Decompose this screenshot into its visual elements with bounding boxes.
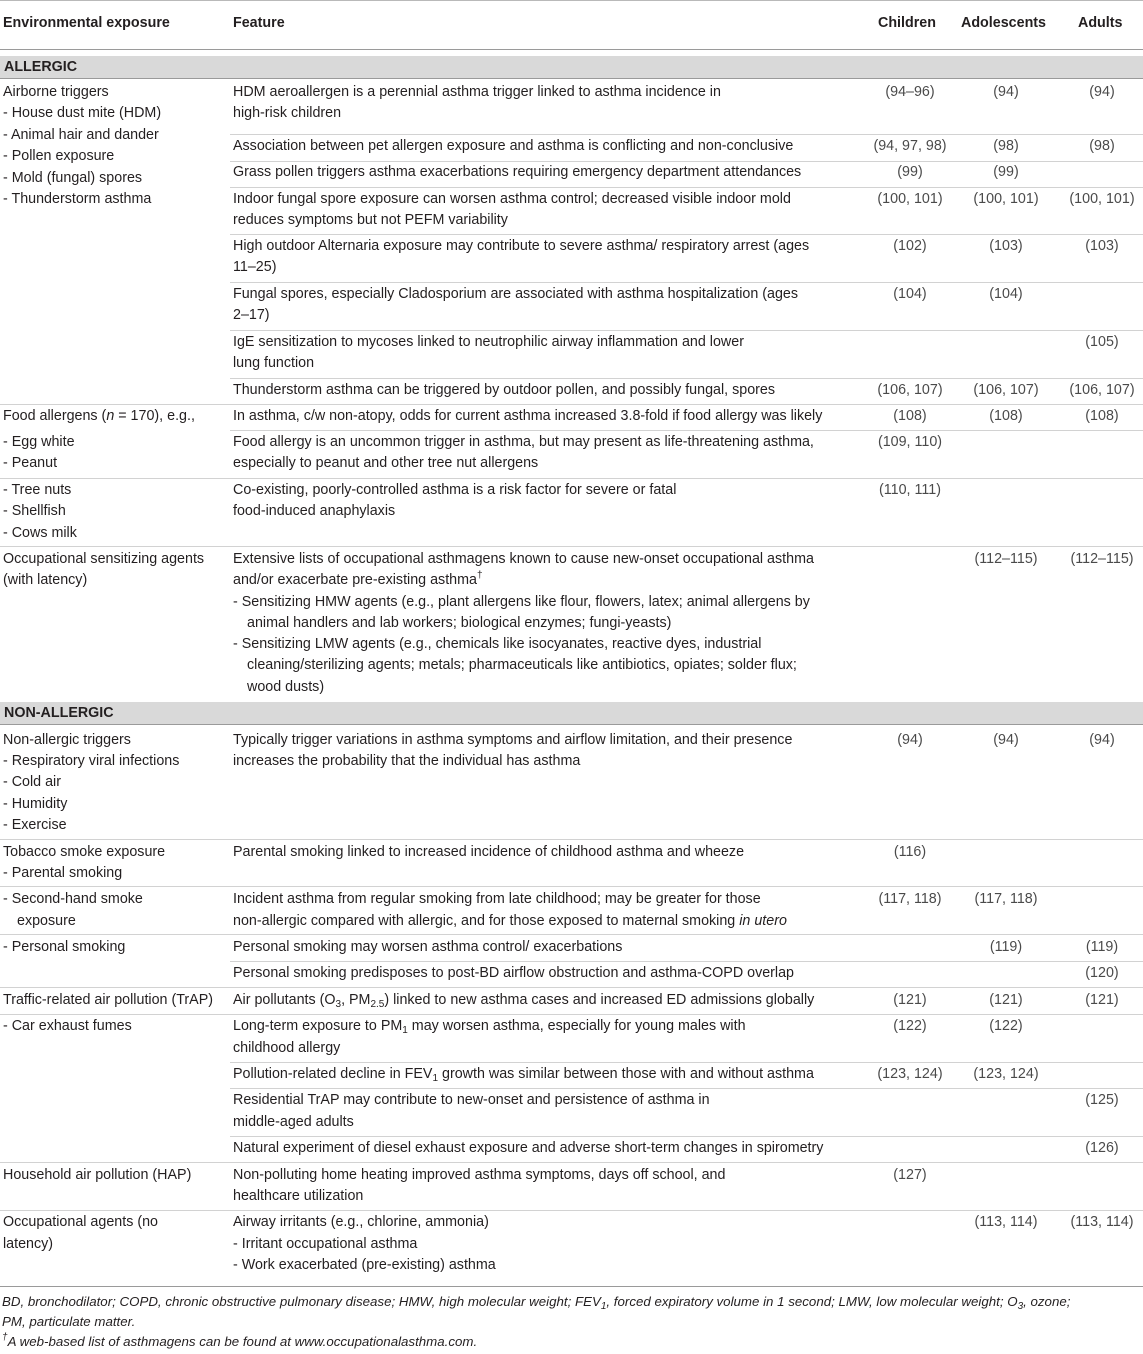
ref-adults: (94) xyxy=(1089,732,1115,748)
feature-text: 11–25) xyxy=(233,259,277,275)
exposure-occupational-no-latency-cont: latency) xyxy=(3,1236,54,1252)
exposure-item: - Second-hand smoke xyxy=(3,891,143,907)
exposure-item-cont: exposure xyxy=(17,913,76,929)
ref-adults: (108) xyxy=(1085,408,1119,424)
ref-adolescents: (121) xyxy=(989,992,1023,1008)
exposure-item: - Peanut xyxy=(3,455,58,471)
exposure-hap: Household air pollution (HAP) xyxy=(3,1167,192,1183)
feature-text: Natural experiment of diesel exhaust exposure and adverse short-term changes in spirometry xyxy=(233,1140,824,1156)
table-footnote xyxy=(2,1292,1140,1352)
ref-children: (94, 97, 98) xyxy=(873,138,947,154)
footnote-dagger: †A web-based list of asthmagens can be found at www.occupationalasthma.com. xyxy=(2,1332,478,1349)
ref-adolescents: (123, 124) xyxy=(973,1066,1039,1082)
ref-children: (94–96) xyxy=(885,84,935,100)
feature-text: Typically trigger variations in asthma symptoms and airflow limitation, and their presence xyxy=(233,732,793,748)
exposure-item: - Cold air xyxy=(3,774,61,790)
ref-children: (122) xyxy=(893,1018,927,1034)
ref-adolescents: (99) xyxy=(993,164,1019,180)
ref-adults: (119) xyxy=(1085,939,1119,955)
exposure-item: - House dust mite (HDM) xyxy=(3,105,162,121)
exposure-occupational-sensitizing-latency: (with latency) xyxy=(3,572,88,588)
ref-adults: (121) xyxy=(1085,992,1119,1008)
header-environmental-exposure: Environmental exposure xyxy=(3,15,170,31)
header-adolescents: Adolescents xyxy=(961,15,1047,31)
feature-text: especially to peanut and other tree nut allergens xyxy=(233,455,539,471)
exposure-non-allergic: Non-allergic triggers xyxy=(3,732,131,748)
exposure-item: - Personal smoking xyxy=(3,939,126,955)
feature-text: Airway irritants (e.g., chlorine, ammonia) xyxy=(233,1214,489,1230)
ref-adults: (106, 107) xyxy=(1069,382,1135,398)
ref-adolescents: (100, 101) xyxy=(973,191,1039,207)
ref-adolescents: (108) xyxy=(989,408,1023,424)
ref-adolescents: (98) xyxy=(993,138,1019,154)
ref-children: (121) xyxy=(893,992,927,1008)
ref-children: (104) xyxy=(893,286,927,302)
feature-text: increases the probability that the individual has asthma xyxy=(233,753,581,769)
feature-text: childhood allergy xyxy=(233,1040,341,1056)
feature-bullet: - Sensitizing LMW agents (e.g., chemicals like isocyanates, reactive dyes, industrial xyxy=(233,636,762,652)
exposure-item: - Exercise xyxy=(3,817,67,833)
exposure-tobacco: Tobacco smoke exposure xyxy=(3,844,166,860)
section-allergic: ALLERGIC xyxy=(0,56,1143,79)
feature-text: Parental smoking linked to increased incidence of childhood asthma and wheeze xyxy=(233,844,745,860)
feature-bullet-cont: animal handlers and lab workers; biological enzymes; fungi-yeasts) xyxy=(247,615,672,631)
feature-text: Personal smoking predisposes to post-BD airflow obstruction and asthma-COPD overlap xyxy=(233,965,795,981)
ref-adults: (125) xyxy=(1085,1092,1119,1108)
feature-text: In asthma, c/w non-atopy, odds for current asthma increased 3.8-fold if food allergy was likely xyxy=(233,408,823,424)
ref-adults: (103) xyxy=(1085,238,1119,254)
ref-children: (94) xyxy=(897,732,923,748)
exposure-item: - Mold (fungal) spores xyxy=(3,170,143,186)
ref-children: (99) xyxy=(897,164,923,180)
section-non-allergic: NON-ALLERGIC xyxy=(0,702,1143,725)
ref-adults: (98) xyxy=(1089,138,1115,154)
feature-text: Long-term exposure to $PM_1$ may worsen asthma, especially for young males with xyxy=(233,1018,746,1036)
feature-bullet: - Sensitizing HMW agents (e.g., plant allergens like flour, flowers, latex; animal allergens by xyxy=(233,594,810,610)
feature-text: Residential TrAP may contribute to new-onset and persistence of asthma in xyxy=(233,1092,710,1108)
ref-adults: (105) xyxy=(1085,334,1119,350)
ref-adolescents: (122) xyxy=(989,1018,1023,1034)
ref-adults: (126) xyxy=(1085,1140,1119,1156)
feature-text: Co-existing, poorly-controlled asthma is a risk factor for severe or fatal xyxy=(233,482,677,498)
feature-bullet-cont: cleaning/sterilizing agents; metals; pharmaceuticals like antibiotics, opiates; solder flux; xyxy=(247,657,797,673)
feature-text: non-allergic compared with allergic, and for those exposed to maternal smoking in utero xyxy=(233,913,787,929)
feature-text: Grass pollen triggers asthma exacerbations requiring emergency department attendances xyxy=(233,164,802,180)
ref-children: (100, 101) xyxy=(877,191,943,207)
exposure-occupational-sensitizing: Occupational sensitizing agents xyxy=(3,551,205,567)
exposure-item: - Animal hair and dander xyxy=(3,127,159,143)
ref-children: (109, 110) xyxy=(877,434,943,450)
header-feature: Feature xyxy=(233,15,285,31)
feature-text: Fungal spores, especially Cladosporium are associated with asthma hospitalization (ages xyxy=(233,286,799,302)
feature-text: Indoor fungal spore exposure can worsen asthma control; decreased visible indoor mold xyxy=(233,191,791,207)
exposure-item: - Parental smoking xyxy=(3,865,123,881)
exposure-item: - Tree nuts xyxy=(3,482,72,498)
ref-adolescents: (104) xyxy=(989,286,1023,302)
exposure-item: - Thunderstorm asthma xyxy=(3,191,152,207)
exposure-item: - Egg white xyxy=(3,434,75,450)
ref-adolescents: (94) xyxy=(993,732,1019,748)
feature-text: Incident asthma from regular smoking from late childhood; may be greater for those xyxy=(233,891,761,907)
ref-adults: (100, 101) xyxy=(1069,191,1135,207)
ref-adolescents: (119) xyxy=(989,939,1023,955)
ref-children: (108) xyxy=(893,408,927,424)
exposure-item: - Shellfish xyxy=(3,503,66,519)
ref-children: (106, 107) xyxy=(877,382,943,398)
exposure-item: - Car exhaust fumes xyxy=(3,1018,132,1034)
header-adults: Adults xyxy=(1078,15,1123,31)
exposure-trap: Traffic-related air pollution (TrAP) xyxy=(3,992,214,1008)
footnote-abbreviations: BD, bronchodilator; COPD, chronic obstructive pulmonary disease; HMW, high molecular weight; $FEV_1$, forced expiratory volume in 1 second; LMW, low molecular weight; $O_3$, ozone; xyxy=(2,1294,1071,1312)
header-children: Children xyxy=(878,15,936,31)
feature-text: Personal smoking may worsen asthma control/ exacerbations xyxy=(233,939,623,955)
ref-adolescents: (112–115) xyxy=(974,551,1038,567)
exposure-item: - Humidity xyxy=(3,796,68,812)
feature-bullet-cont: wood dusts) xyxy=(247,679,325,695)
ref-adults: (112–115) xyxy=(1070,551,1134,567)
feature-bullet: - Irritant occupational asthma xyxy=(233,1236,418,1252)
ref-children: (127) xyxy=(893,1167,927,1183)
exposure-food: Food allergens (n = 170), e.g., xyxy=(3,408,195,424)
ref-children: (117, 118) xyxy=(878,891,942,907)
feature-text: middle-aged adults xyxy=(233,1114,354,1130)
ref-adolescents: (117, 118) xyxy=(974,891,1038,907)
ref-adolescents: (113, 114) xyxy=(974,1214,1038,1230)
feature-bullet: - Work exacerbated (pre-existing) asthma xyxy=(233,1257,496,1273)
feature-text: Extensive lists of occupational asthmagens known to cause new-onset occupational asthma xyxy=(233,551,814,567)
exposure-airborne: Airborne triggers xyxy=(3,84,109,100)
feature-text: lung function xyxy=(233,355,315,371)
feature-text: HDM aeroallergen is a perennial asthma trigger linked to asthma incidence in xyxy=(233,84,721,100)
feature-text: Non-polluting home heating improved asthma symptoms, days off school, and xyxy=(233,1167,726,1183)
exposure-item: - Cows milk xyxy=(3,525,77,541)
feature-text: Food allergy is an uncommon trigger in asthma, but may present as life-threatening asthma, xyxy=(233,434,814,450)
feature-text: Association between pet allergen exposure and asthma is conflicting and non-conclusive xyxy=(233,138,794,154)
feature-text: reduces symptoms but not PEFM variability xyxy=(233,212,508,228)
feature-text: High outdoor Alternaria exposure may contribute to severe asthma/ respiratory arrest (ages xyxy=(233,238,810,254)
table-header xyxy=(0,0,1143,50)
feature-text: IgE sensitization to mycoses linked to neutrophilic airway inflammation and lower xyxy=(233,334,744,350)
feature-text: healthcare utilization xyxy=(233,1188,364,1204)
feature-text: 2–17) xyxy=(233,307,270,323)
feature-text: Thunderstorm asthma can be triggered by outdoor pollen, and possibly fungal, spores xyxy=(233,382,776,398)
ref-children: (116) xyxy=(893,844,927,860)
ref-adolescents: (94) xyxy=(993,84,1019,100)
feature-text: and/or exacerbate pre-existing asthma† xyxy=(233,570,483,588)
feature-text: high-risk children xyxy=(233,105,342,121)
footnote-abbreviations-cont: PM, particulate matter. xyxy=(2,1314,136,1329)
ref-adolescents: (103) xyxy=(989,238,1023,254)
ref-adults: (120) xyxy=(1085,965,1119,981)
feature-text: Pollution-related decline in $FEV_1$ growth was similar between those with and without asthma xyxy=(233,1066,814,1084)
exposure-item: - Pollen exposure xyxy=(3,148,115,164)
exposure-item: - Respiratory viral infections xyxy=(3,753,180,769)
exposure-occupational-no-latency: Occupational agents (no xyxy=(3,1214,158,1230)
ref-children: (102) xyxy=(893,238,927,254)
feature-text: food-induced anaphylaxis xyxy=(233,503,396,519)
ref-children: (123, 124) xyxy=(877,1066,943,1082)
ref-children: (110, 111) xyxy=(879,482,941,498)
ref-adults: (94) xyxy=(1089,84,1115,100)
ref-adolescents: (106, 107) xyxy=(973,382,1039,398)
ref-adults: (113, 114) xyxy=(1070,1214,1134,1230)
feature-text: Air pollutants ($O_3$, $PM_{2.5}$) linked to new asthma cases and increased ED admissions globally xyxy=(233,992,815,1010)
